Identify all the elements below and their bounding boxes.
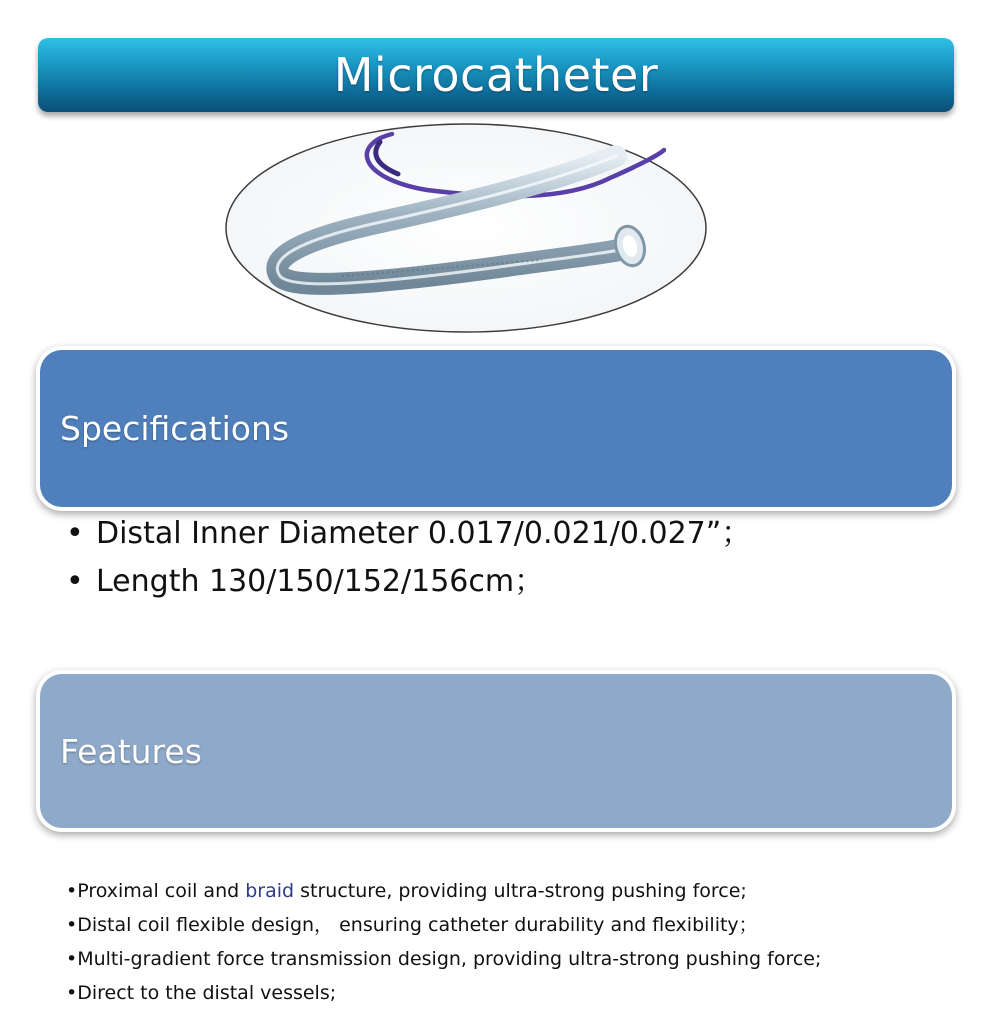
- list-item: [66, 874, 821, 908]
- bullet: •: [66, 880, 78, 902]
- feature-text: Proximal coil and: [77, 880, 246, 902]
- feature-highlight: braid: [245, 880, 295, 902]
- list-item: [66, 976, 821, 1010]
- features-box: [36, 670, 956, 832]
- feature-text: structure, providing ultra-strong pushing force;: [294, 880, 747, 902]
- page-title: Microcatheter: [333, 48, 659, 102]
- specifications-list: [66, 510, 751, 606]
- microcatheter-illustration: [222, 118, 710, 338]
- list-item: [66, 942, 821, 976]
- bullet: •: [66, 914, 78, 936]
- feature-text: Multi-gradient force transmission design, providing ultra-strong pushing force;: [77, 948, 822, 970]
- title-banner: [38, 38, 954, 112]
- feature-text: Distal coil flexible design， ensuring catheter durability and flexibility；: [77, 914, 758, 936]
- bullet: •: [66, 564, 84, 599]
- spec-inner-diameter: Distal Inner Diameter 0.017/0.021/0.027”；: [96, 516, 752, 551]
- spec-length: Length 130/150/152/156cm；: [96, 564, 545, 599]
- feature-text: Direct to the distal vessels;: [77, 982, 337, 1004]
- specifications-heading: Specifications: [60, 409, 290, 448]
- features-heading: Features: [60, 731, 202, 771]
- bullet: •: [66, 982, 78, 1004]
- list-item: [66, 510, 751, 558]
- bullet: •: [66, 516, 84, 551]
- list-item: [66, 908, 821, 942]
- bullet: •: [66, 948, 78, 970]
- list-item: [66, 558, 751, 606]
- features-list: [66, 874, 821, 1010]
- specifications-box: [36, 346, 956, 511]
